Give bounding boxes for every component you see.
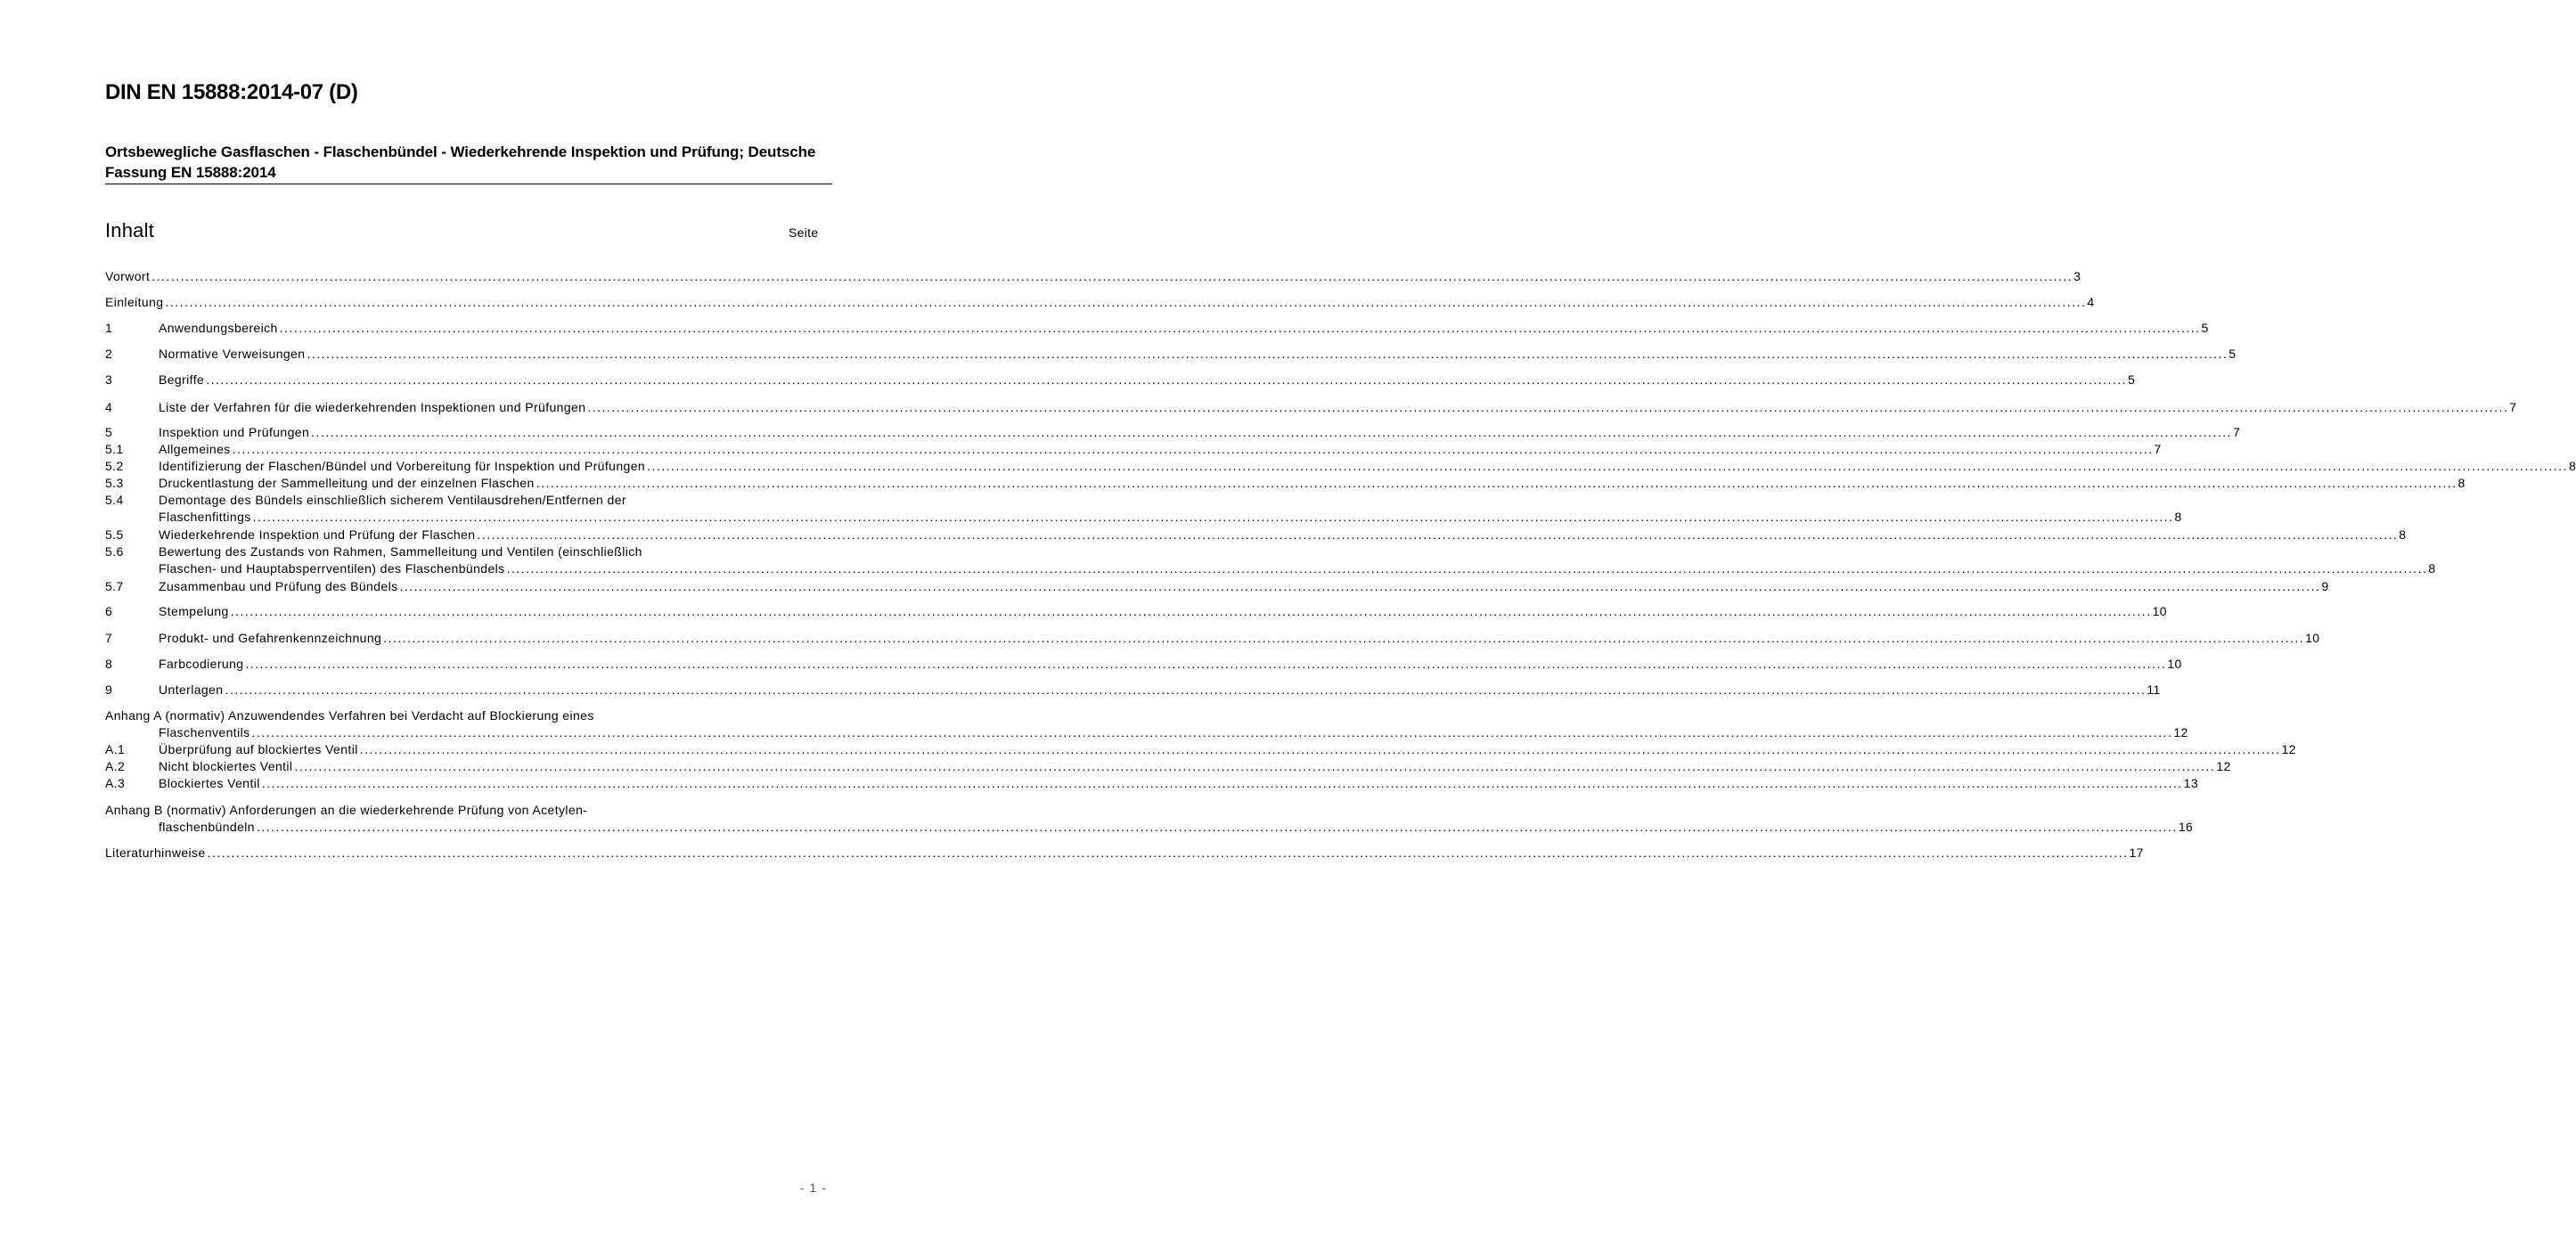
toc-entry-number: 5.5 bbox=[105, 527, 124, 542]
toc-entry[interactable] bbox=[105, 802, 2194, 836]
toc-entry-number: 8 bbox=[105, 657, 113, 671]
toc-entry-title: Produkt- und Gefahrenkennzeichnung bbox=[159, 631, 382, 645]
toc-entry-title-line: Demontage des Bündels einschließlich sicherem Ventilausdrehen/Entfernen der bbox=[159, 493, 626, 507]
dot-leader: ................................................................................................................................................................................................................................................................................................................................................................................................................ bbox=[165, 295, 2087, 309]
toc-entry-page: 5 bbox=[2201, 321, 2209, 335]
toc-entry-title: Zusammenbau und Prüfung des Bündels bbox=[159, 579, 398, 593]
toc-entry-number: 1 bbox=[105, 321, 113, 335]
toc-entry[interactable] bbox=[105, 372, 2136, 388]
toc-entry-number: 3 bbox=[105, 372, 113, 387]
toc-entry-page: 7 bbox=[2233, 425, 2241, 439]
dot-leader: ................................................................................................................................................................................................................................................................................................................................................................................................................ bbox=[207, 846, 2129, 860]
toc-entry-number: 5 bbox=[105, 425, 113, 439]
toc-entry[interactable] bbox=[105, 630, 2320, 647]
toc-entry[interactable] bbox=[105, 707, 2188, 741]
toc-entry-page: 8 bbox=[2568, 459, 2576, 473]
toc-entry-page: 12 bbox=[2216, 759, 2231, 773]
toc-entry-number: 4 bbox=[105, 400, 113, 414]
toc-entry-number: 5.3 bbox=[105, 476, 124, 490]
toc-entry-page: 3 bbox=[2073, 269, 2081, 283]
toc-entry-title: Überprüfung auf blockiertes Ventil bbox=[159, 742, 358, 756]
dot-leader: ................................................................................................................................................................................................................................................................................................................................................................................................................ bbox=[252, 510, 2174, 524]
toc-entry-title: Blockiertes Ventil bbox=[159, 776, 260, 790]
toc-entry-title: Flaschen- und Hauptabsperrventilen) des Flaschenbündels bbox=[159, 561, 505, 576]
toc-entry-page: 8 bbox=[2457, 476, 2466, 490]
toc-entry[interactable] bbox=[105, 758, 2231, 775]
toc-entry-title: Normative Verweisungen bbox=[159, 347, 306, 361]
toc-entry[interactable] bbox=[105, 741, 2296, 758]
document-title: DIN EN 15888:2014-07 (D) bbox=[105, 80, 358, 104]
dot-leader: ................................................................................................................................................................................................................................................................................................................................................................................................................ bbox=[279, 321, 2201, 335]
toc-entry-title: Allgemeines bbox=[159, 442, 231, 456]
toc-entry-number: 5.7 bbox=[105, 579, 124, 593]
toc-entry[interactable] bbox=[105, 268, 2081, 285]
toc-entry-title: Einleitung bbox=[105, 295, 164, 309]
dot-leader: ................................................................................................................................................................................................................................................................................................................................................................................................................ bbox=[261, 776, 2183, 790]
dot-leader: ................................................................................................................................................................................................................................................................................................................................................................................................................ bbox=[647, 459, 2568, 473]
page-column-label: Seite bbox=[789, 225, 819, 240]
toc-entry-page: 17 bbox=[2129, 846, 2144, 860]
toc-entry-number: A.3 bbox=[105, 776, 126, 790]
toc-heading: Inhalt bbox=[105, 219, 155, 241]
toc-entry-page: 4 bbox=[2087, 295, 2095, 309]
toc-entry[interactable] bbox=[105, 492, 2182, 526]
dot-leader: ................................................................................................................................................................................................................................................................................................................................................................................................................ bbox=[225, 682, 2147, 697]
toc-entry-page: 12 bbox=[2173, 725, 2188, 739]
dot-leader: ................................................................................................................................................................................................................................................................................................................................................................................................................ bbox=[230, 604, 2152, 618]
toc-entry-title: Literaturhinweise bbox=[105, 846, 206, 860]
toc-entry-title: Druckentlastung der Sammelleitung und der einzelnen Flaschen bbox=[159, 476, 535, 490]
toc-entry[interactable] bbox=[105, 424, 2241, 441]
toc-entry[interactable] bbox=[105, 682, 2161, 699]
toc-entry-title-line: Anhang B (normativ) Anforderungen an die wiederkehrende Prüfung von Acetylen- bbox=[105, 803, 588, 817]
toc-entry-number: 5.2 bbox=[105, 459, 124, 473]
toc-entry[interactable] bbox=[105, 578, 2329, 595]
dot-leader: ................................................................................................................................................................................................................................................................................................................................................................................................................ bbox=[506, 561, 2428, 576]
toc-entry-title: Inspektion und Prüfungen bbox=[159, 425, 310, 439]
toc-entry[interactable] bbox=[105, 603, 2167, 620]
toc-entry[interactable] bbox=[105, 475, 2466, 492]
toc-entry-page: 16 bbox=[2178, 820, 2194, 834]
toc-entry-title: Vorwort bbox=[105, 269, 151, 283]
toc-entry-title: Flaschenfittings bbox=[159, 510, 251, 524]
toc-entry[interactable] bbox=[105, 320, 2209, 337]
dot-leader: ................................................................................................................................................................................................................................................................................................................................................................................................................ bbox=[206, 372, 2128, 387]
toc-entry-page: 11 bbox=[2147, 682, 2161, 697]
dot-leader: ................................................................................................................................................................................................................................................................................................................................................................................................................ bbox=[245, 657, 2167, 671]
dot-leader: ................................................................................................................................................................................................................................................................................................................................................................................................................ bbox=[151, 269, 2073, 283]
dot-leader: ................................................................................................................................................................................................................................................................................................................................................................................................................ bbox=[536, 476, 2457, 490]
dot-leader: ................................................................................................................................................................................................................................................................................................................................................................................................................ bbox=[251, 725, 2173, 739]
toc-entry-page: 7 bbox=[2154, 442, 2162, 456]
dot-leader: ................................................................................................................................................................................................................................................................................................................................................................................................................ bbox=[307, 347, 2228, 361]
toc-entry[interactable] bbox=[105, 399, 2517, 416]
dot-leader: ................................................................................................................................................................................................................................................................................................................................................................................................................ bbox=[256, 820, 2178, 834]
toc-entry-title: Flaschenventils bbox=[159, 725, 250, 739]
dot-leader: ................................................................................................................................................................................................................................................................................................................................................................................................................ bbox=[294, 759, 2216, 773]
footer-page-number: - 1 - bbox=[800, 1181, 827, 1195]
toc-entry[interactable] bbox=[105, 346, 2237, 363]
toc-entry-title: Begriffe bbox=[159, 372, 205, 387]
dot-leader: ................................................................................................................................................................................................................................................................................................................................................................................................................ bbox=[399, 579, 2321, 593]
toc-entry-page: 9 bbox=[2321, 579, 2329, 593]
toc-entry[interactable] bbox=[105, 656, 2182, 673]
toc-entry-page: 7 bbox=[2509, 400, 2517, 414]
dot-leader: ................................................................................................................................................................................................................................................................................................................................................................................................................ bbox=[383, 631, 2305, 645]
toc-entry-number: 5.1 bbox=[105, 442, 124, 456]
toc-entry[interactable] bbox=[105, 458, 2576, 475]
toc-entry-page: 5 bbox=[2128, 372, 2136, 387]
toc-entry-title: Unterlagen bbox=[159, 682, 224, 697]
dot-leader: ................................................................................................................................................................................................................................................................................................................................................................................................................ bbox=[587, 400, 2509, 414]
toc-entry-title: Stempelung bbox=[159, 604, 229, 618]
toc-entry-number: 2 bbox=[105, 347, 113, 361]
toc-entry[interactable] bbox=[105, 845, 2144, 862]
toc-entry[interactable] bbox=[105, 543, 2436, 577]
dot-leader: ................................................................................................................................................................................................................................................................................................................................................................................................................ bbox=[477, 527, 2399, 542]
dot-leader: ................................................................................................................................................................................................................................................................................................................................................................................................................ bbox=[311, 425, 2233, 439]
toc-entry-title: Wiederkehrende Inspektion und Prüfung der Flaschen bbox=[159, 527, 476, 542]
toc-entry-page: 8 bbox=[2399, 527, 2407, 542]
toc-entry-page: 5 bbox=[2228, 347, 2237, 361]
toc-entry-page: 10 bbox=[2167, 657, 2182, 671]
dot-leader: ................................................................................................................................................................................................................................................................................................................................................................................................................ bbox=[232, 442, 2154, 456]
toc-entry-page: 8 bbox=[2428, 561, 2436, 576]
toc-entry-number: 7 bbox=[105, 631, 113, 645]
toc-entry-title: Anwendungsbereich bbox=[159, 321, 278, 335]
toc-entry-title: Nicht blockiertes Ventil bbox=[159, 759, 293, 773]
toc-entry[interactable] bbox=[105, 294, 2095, 311]
toc-entry-number: A.1 bbox=[105, 742, 126, 756]
document-subtitle: Ortsbewegliche Gasflaschen - Flaschenbündel - Wiederkehrende Inspektion und Prüfung; Deutsche Fassung EN 15888:2014 bbox=[105, 143, 816, 181]
toc-entry-number: 5.4 bbox=[105, 493, 124, 507]
toc-entry-number: A.2 bbox=[105, 759, 126, 773]
toc-entry-number: 6 bbox=[105, 604, 113, 618]
toc-entry-title: Identifizierung der Flaschen/Bündel und Vorbereitung für Inspektion und Prüfungen bbox=[159, 459, 646, 473]
toc-entry-title-line: Bewertung des Zustands von Rahmen, Sammelleitung und Ventilen (einschließlich bbox=[159, 544, 642, 559]
toc-entry-title: Liste der Verfahren für die wiederkehrenden Inspektionen und Prüfungen bbox=[159, 400, 586, 414]
dot-leader: ................................................................................................................................................................................................................................................................................................................................................................................................................ bbox=[359, 742, 2281, 756]
toc-entry[interactable] bbox=[105, 527, 2407, 543]
toc-entry[interactable] bbox=[105, 775, 2199, 792]
toc-entry-page: 12 bbox=[2281, 742, 2296, 756]
toc-entry-number: 9 bbox=[105, 682, 113, 697]
toc-entry-page: 10 bbox=[2152, 604, 2167, 618]
toc-entry-title: Farbcodierung bbox=[159, 657, 244, 671]
toc-entry-title: flaschenbündeln bbox=[159, 820, 255, 834]
toc-entry-page: 13 bbox=[2183, 776, 2199, 790]
toc-entry-page: 10 bbox=[2305, 631, 2320, 645]
toc-entry-number: 5.6 bbox=[105, 544, 124, 559]
toc-entry-page: 8 bbox=[2174, 510, 2182, 524]
toc-entry[interactable] bbox=[105, 441, 2162, 458]
toc-entry-title-line: Anhang A (normativ) Anzuwendendes Verfahren bei Verdacht auf Blockierung eines bbox=[105, 708, 594, 723]
